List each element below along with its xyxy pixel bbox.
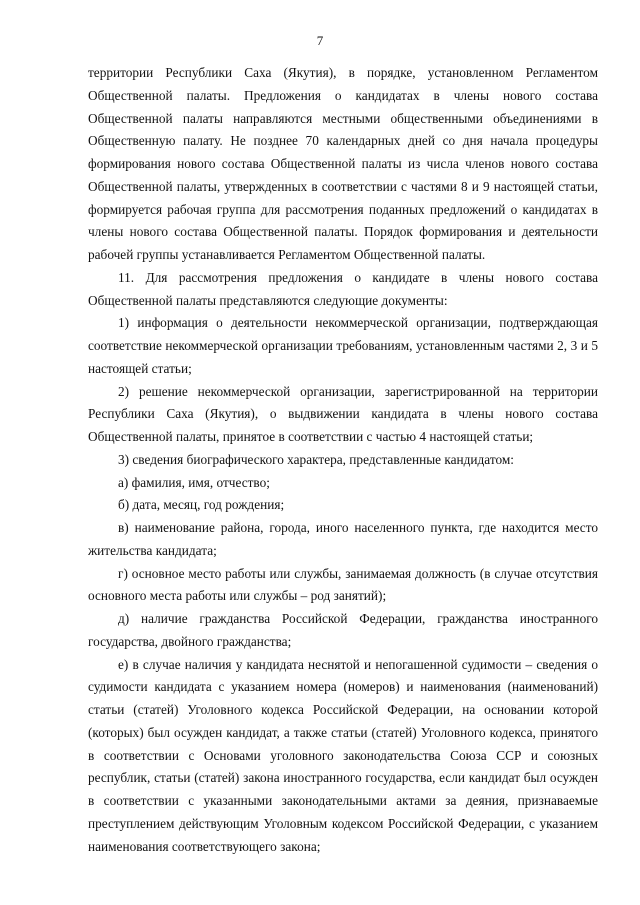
paragraph-continuation: территории Республики Саха (Якутия), в порядке, установленном Регламентом Общественной палаты. Предложения о кандидатах в члены нового состава Общественной палаты направляются местными общественными объединениями в Общественную палату. Не позднее 70 календарных дней со дня начала процедуры формирования нового состава Общественной палаты из числа членов нового состава Общественной палаты, утвержденных в соответствии с частями 8 и 9 настоящей статьи, формируется рабочая группа для рассмотрения поданных предложений о кандидатах в члены нового состава Общественной палаты. Порядок формирования и деятельности рабочей группы устанавливается Регламентом Общественной палаты. (88, 65, 598, 262)
page-number: 7 (316, 33, 324, 48)
sub-item-b: б) дата, месяц, год рождения; (118, 497, 285, 513)
list-item-1: 1) информация о деятельности некоммерческой организации, подтверждающая соответствие некоммерческой организации требованиям, установленным частями 2, 3 и 5 настоящей статьи; (88, 315, 598, 376)
sub-item-a: а) фамилия, имя, отчество; (118, 474, 270, 490)
sub-item-g: г) основное место работы или службы, занимаемая должность (в случае отсутствия основного места работы или службы – род занятий); (88, 565, 598, 604)
sub-item-v: в) наименование района, города, иного населенного пункта, где находится место жительства кандидата; (88, 520, 598, 558)
list-item-3: 3) сведения биографического характера, представленные кандидатом: (118, 451, 514, 467)
paragraph-part-11: 11. Для рассмотрения предложения о кандидате в члены нового состава Общественной палаты представляются следующие документы: (88, 269, 598, 308)
sub-item-d: д) наличие гражданства Российской Федерации, гражданства иностранного государства, двойного гражданства; (88, 611, 598, 649)
document-body (88, 62, 598, 858)
list-item-2: 2) решение некоммерческой организации, зарегистрированной на территории Республики Саха (Якутия), о выдвижении кандидата в члены нового состава Общественной палаты, принятое в соответствии с частью 4 настоящей статьи; (88, 383, 598, 444)
sub-item-e: е) в случае наличия у кандидата неснятой и непогашенной судимости – сведения о судимости кандидата с указанием номера (номеров) и наименования (наименований) статьи (статей) Уголовного кодекса Российской Федерации, на основании которой (которых) был осужден кандидат, а также статьи (статей) Уголовного кодекса, принятого в соответствии с Основами уголовного законодательства Союза ССР и союзных республик, статьи (статей) закона иностранного государства, если кандидат был осужден в соответствии с указанными законодательными актами за деяния, признаваемые преступлением действующим Уголовным кодексом Российской Федерации, с указанием наименования соответствующего закона; (88, 656, 598, 854)
